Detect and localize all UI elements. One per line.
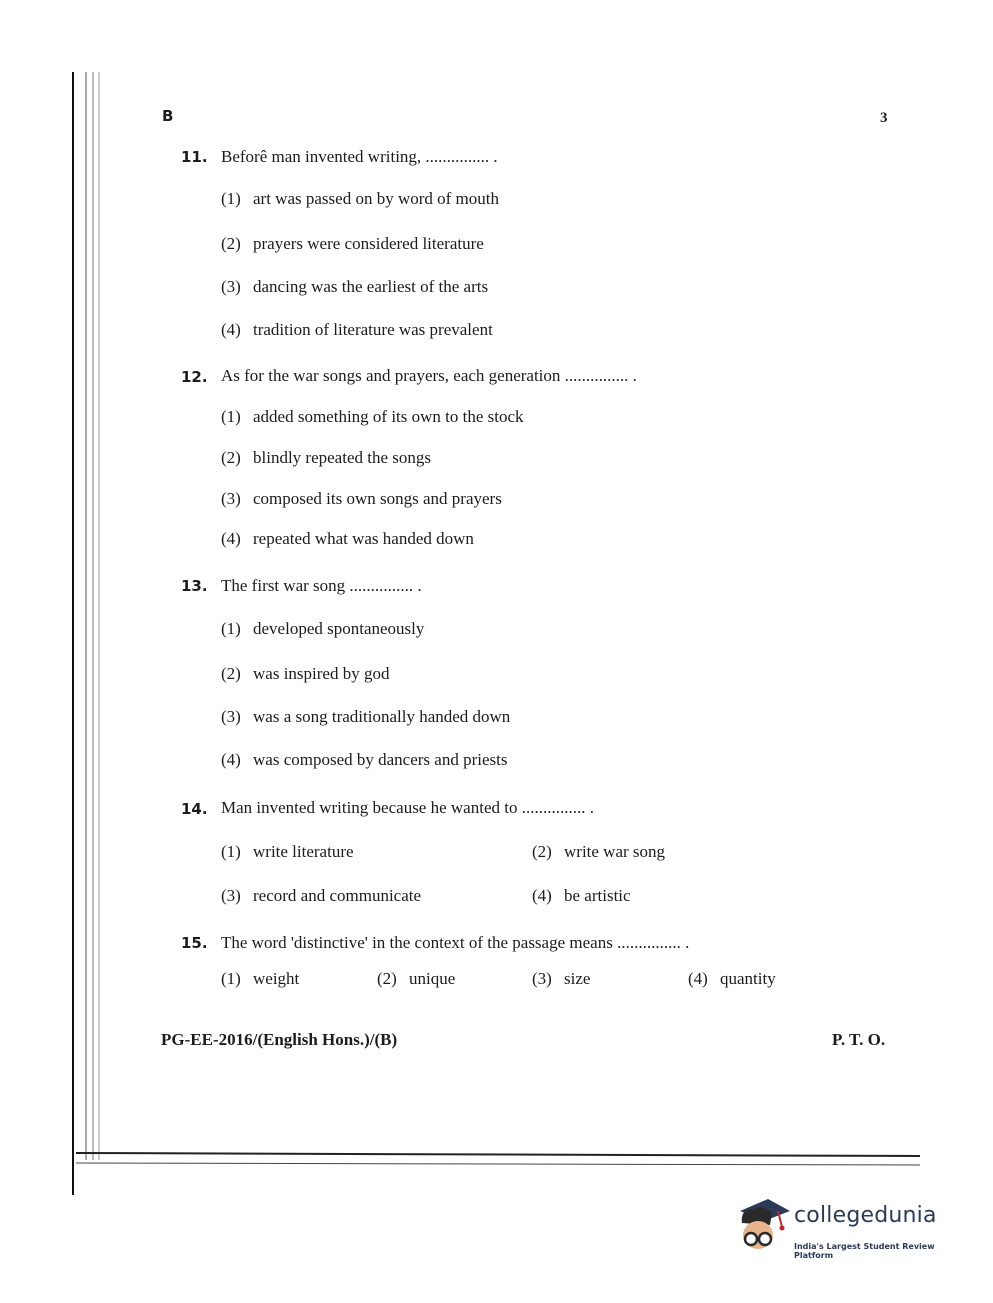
option-text: art was passed on by word of mouth xyxy=(253,189,499,208)
option-text: weight xyxy=(253,969,300,988)
option-text: was composed by dancers and priests xyxy=(253,750,508,769)
question-number: 11. xyxy=(181,148,208,166)
option xyxy=(221,842,354,862)
option-number: (2) xyxy=(377,969,397,988)
option xyxy=(377,969,455,989)
option xyxy=(221,234,484,254)
option-number: (4) xyxy=(221,320,241,339)
option xyxy=(221,407,524,427)
option-text: record and communicate xyxy=(253,886,422,905)
option xyxy=(221,619,424,639)
option-text: was inspired by god xyxy=(253,664,390,683)
mascot-icon xyxy=(734,1195,792,1257)
option-number: (2) xyxy=(221,448,241,467)
option xyxy=(221,969,299,989)
option-number: (4) xyxy=(221,750,241,769)
option-number: (1) xyxy=(221,407,241,426)
option-text: write literature xyxy=(253,842,354,861)
option xyxy=(532,842,665,862)
option xyxy=(221,489,502,509)
option-number: (2) xyxy=(221,234,241,253)
option xyxy=(221,707,510,727)
option xyxy=(221,750,507,770)
option-number: (3) xyxy=(221,707,241,726)
set-label: B xyxy=(162,107,174,125)
option xyxy=(221,448,431,468)
option-number: (3) xyxy=(221,489,241,508)
option-number: (3) xyxy=(221,886,241,905)
option xyxy=(688,969,776,989)
option-number: (3) xyxy=(532,969,552,988)
collegedunia-logo xyxy=(732,1193,972,1263)
option-text: was a song traditionally handed down xyxy=(253,707,511,726)
question-text: Beforê man invented writing, ............... . xyxy=(221,147,498,166)
option-number: (4) xyxy=(221,529,241,548)
option xyxy=(532,969,590,989)
option-text: size xyxy=(564,969,591,988)
brand-name: collegedunia xyxy=(794,1203,937,1228)
option-number: (1) xyxy=(221,842,241,861)
option-text: tradition of literature was prevalent xyxy=(253,320,493,339)
option xyxy=(221,320,493,340)
option xyxy=(221,529,474,549)
page-number: 3 xyxy=(880,110,888,126)
option xyxy=(532,886,631,906)
option-number: (2) xyxy=(532,842,552,861)
question-number: 12. xyxy=(181,368,208,386)
option-text: be artistic xyxy=(564,886,631,905)
option-text: developed spontaneously xyxy=(253,619,425,638)
paper-code: PG-EE-2016/(English Hons.)/(B) xyxy=(161,1030,398,1049)
pto-label: P. T. O. xyxy=(832,1030,886,1049)
option-text: quantity xyxy=(720,969,776,988)
option-number: (1) xyxy=(221,619,241,638)
question-number: 14. xyxy=(181,800,208,818)
option xyxy=(221,189,499,209)
question-number: 13. xyxy=(181,577,208,595)
option-text: dancing was the earliest of the arts xyxy=(253,277,489,296)
question-text: Man invented writing because he wanted to ............... . xyxy=(221,798,594,817)
option-text: prayers were considered literature xyxy=(253,234,484,253)
option-text: added something of its own to the stock xyxy=(253,407,524,426)
option-number: (3) xyxy=(221,277,241,296)
question-text: The first war song ............... . xyxy=(221,576,422,595)
option-number: (2) xyxy=(221,664,241,683)
option xyxy=(221,664,389,684)
question-text: The word 'distinctive' in the context of the passage means ............... . xyxy=(221,933,690,952)
option-text: repeated what was handed down xyxy=(253,529,474,548)
option-number: (4) xyxy=(688,969,708,988)
option-text: composed its own songs and prayers xyxy=(253,489,502,508)
option-text: write war song xyxy=(564,842,666,861)
brand-tagline: India's Largest Student Review Platform xyxy=(794,1242,935,1260)
option xyxy=(221,886,421,906)
question-number: 15. xyxy=(181,934,208,952)
option-number: (1) xyxy=(221,189,241,208)
option-number: (4) xyxy=(532,886,552,905)
option xyxy=(221,277,488,297)
option-text: blindly repeated the songs xyxy=(253,448,431,467)
option-number: (1) xyxy=(221,969,241,988)
option-text: unique xyxy=(409,969,456,988)
question-text: As for the war songs and prayers, each generation ............... . xyxy=(221,366,637,385)
